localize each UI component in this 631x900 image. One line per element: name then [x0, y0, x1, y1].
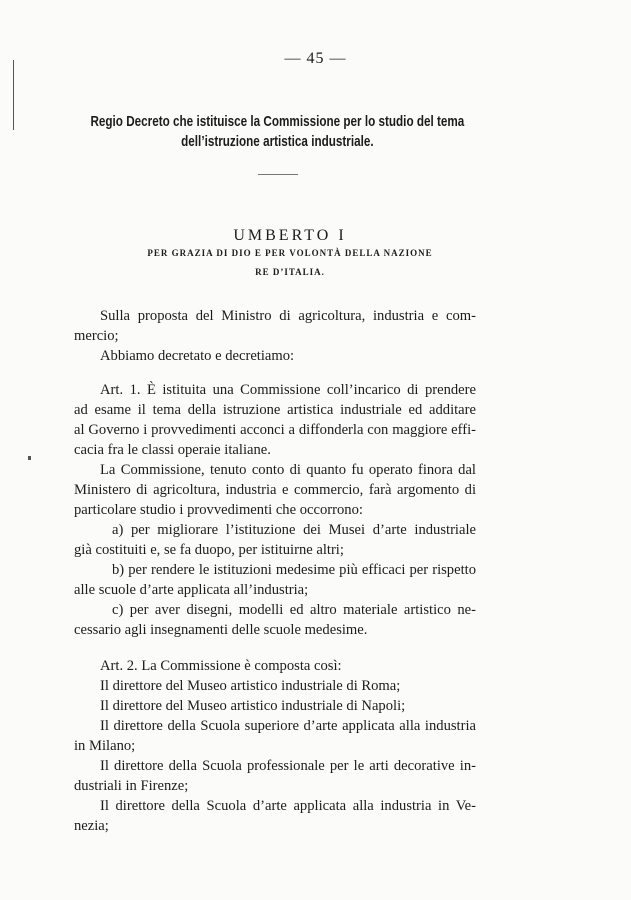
title-divider — [258, 174, 298, 175]
art1-line: Art. 1. È istituita una Commissione coll’incarico di prendere — [100, 382, 476, 398]
art1-item-a: a) per migliorare l’istituzione dei Musei d’arte industriale — [112, 522, 476, 538]
preamble-line: mercio; — [74, 328, 119, 344]
art2-line: dustriali in Firenze; — [74, 778, 189, 794]
sovereign-name: UMBERTO I — [233, 227, 347, 244]
art1-item-c: c) per aver disegni, modelli ed altro materiale artistico ne- — [112, 602, 476, 618]
art1-line: Ministero di agricoltura, industria e commercio, farà argomento di — [74, 482, 476, 498]
decree-title-line-2: dell’istruzione artistica industriale. — [181, 133, 374, 150]
art1-item-b: b) per rendere le istituzioni medesime più efficaci per rispetto — [112, 562, 476, 578]
art2-line: Il direttore della Scuola d’arte applicata alla industria in Ve- — [100, 798, 476, 814]
art2-line: Art. 2. La Commissione è composta così: — [100, 658, 342, 674]
grace-line: PER GRAZIA DI DIO E PER VOLONTÀ DELLA NAZIONE — [147, 248, 433, 258]
art1-line: La Commissione, tenuto conto di quanto fu operato finora dal — [100, 462, 476, 478]
art2-line: Il direttore della Scuola superiore d’arte applicata alla industria — [100, 718, 476, 734]
art1-item-b: alle scuole d’arte applicata all’industria; — [74, 582, 309, 598]
art1-item-c: cessario agli insegnamenti delle scuole medesime. — [74, 622, 368, 638]
scan-speck — [28, 456, 31, 460]
decree-title-line-1: Regio Decreto che istituisce la Commissione per lo studio del tema — [90, 113, 465, 130]
art2-line: Il direttore della Scuola professionale per le arti decorative in- — [100, 758, 476, 774]
preamble-line: Abbiamo decretato e decretiamo: — [100, 348, 295, 364]
page-number: — 45 — — [284, 50, 347, 67]
art1-line: ad esame il tema della istruzione artistica industriale ed additare — [74, 402, 476, 418]
art2-line: nezia; — [74, 818, 109, 834]
king-line: RE D’ITALIA. — [255, 267, 325, 277]
art1-line: particolare studio i provvedimenti che occorrono: — [74, 502, 363, 518]
art1-line: al Governo i provvedimenti acconci a diffonderla con maggiore effi- — [74, 422, 476, 438]
scan-margin-line — [13, 60, 14, 130]
art2-line: in Milano; — [74, 738, 136, 754]
art2-line: Il direttore del Museo artistico industriale di Napoli; — [100, 698, 406, 714]
art1-item-a: già costituiti e, se fa duopo, per istituirne altri; — [74, 542, 344, 558]
preamble-line: Sulla proposta del Ministro di agricoltura, industria e com- — [100, 308, 476, 324]
art1-line: cacia fra le classi operaie italiane. — [74, 442, 271, 458]
art2-line: Il direttore del Museo artistico industriale di Roma; — [100, 678, 401, 694]
